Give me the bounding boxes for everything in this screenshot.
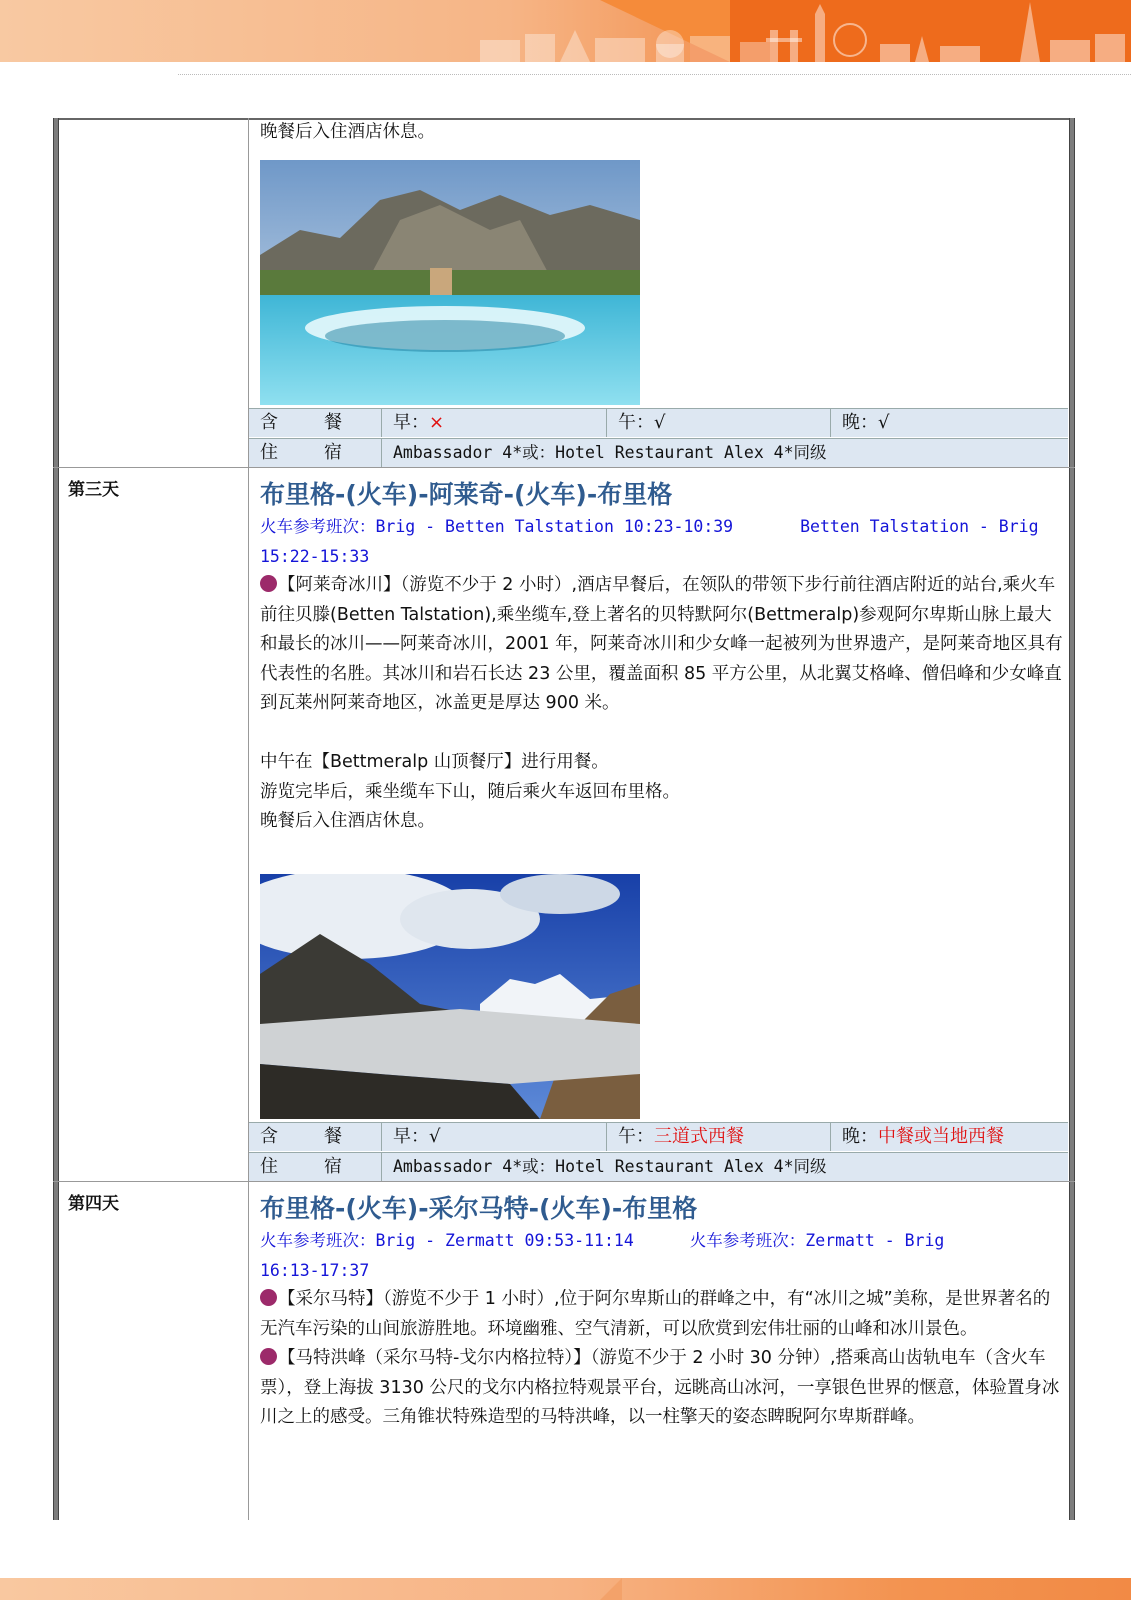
lunch-prefix: 午： — [618, 1126, 654, 1147]
day4-train-out: 火车参考班次：Brig - Zermatt 09:53-11:14 — [260, 1231, 634, 1250]
day3-title: 布里格-(火车)-阿莱奇-(火车)-布里格 — [260, 480, 673, 509]
day4-para-1-text: 【采尔马特】（游览不少于 1 小时）,位于阿尔卑斯山的群峰之中，有“冰川之城”美称，是世界著名的无汽车污染的山间旅游胜地。环境幽雅、空气清新，可以欣赏到宏伟壮丽的山峰和冰川景色。 — [260, 1289, 1051, 1339]
day4-content — [260, 1192, 1063, 1433]
breakfast-value: √ — [429, 1126, 441, 1147]
day3-after-line: 游览完毕后，乘坐缆车下山，随后乘火车返回布里格。 — [260, 781, 680, 802]
table-right-border — [1069, 118, 1075, 1520]
lunch-value: √ — [654, 412, 666, 433]
day4-train-time: 16:13-17:37 — [260, 1260, 370, 1280]
lunch-value: 三道式西餐 — [654, 1126, 744, 1147]
day4-para-2 — [260, 1344, 1063, 1433]
header-banner — [0, 0, 1131, 62]
hotel-value: Ambassador 4*或：Hotel Restaurant Alex 4*同级 — [381, 1153, 1068, 1181]
meal-label: 含 餐 — [260, 412, 356, 433]
breakfast-value: × — [429, 412, 445, 433]
day3-train-back: Betten Talstation - Brig — [800, 517, 1039, 536]
day3-para — [260, 571, 1063, 719]
column-divider — [248, 118, 249, 1520]
bullet-icon — [260, 575, 277, 592]
glacier-photo — [260, 874, 640, 1119]
day3-train-out: 火车参考班次：Brig - Betten Talstation 10:23-10:39 — [260, 517, 734, 536]
dinner-value: √ — [878, 412, 890, 433]
row-divider — [53, 1181, 1075, 1182]
city-skyline-icon — [470, 0, 1131, 62]
bullet-icon — [260, 1348, 277, 1365]
itinerary-table — [53, 118, 1075, 1520]
hotel-label: 住 宿 — [260, 442, 356, 463]
footer-bar — [0, 1578, 1131, 1600]
bullet-icon — [260, 1289, 277, 1306]
day3-label: 第三天 — [68, 480, 119, 500]
day3-content — [260, 478, 1063, 837]
breakfast-prefix: 早： — [393, 412, 429, 433]
breakfast-prefix: 早： — [393, 1126, 429, 1147]
day3-train-time: 15:22-15:33 — [260, 546, 370, 566]
hotel-label: 住 宿 — [260, 1156, 356, 1177]
row-divider — [53, 467, 1075, 468]
day3-lunch-line: 中午在【Bettmeralp 山顶餐厅】进行用餐。 — [260, 752, 609, 772]
mountain-pool-photo — [260, 160, 640, 405]
dinner-prefix: 晚： — [842, 1126, 878, 1147]
day4-para-1 — [260, 1285, 1063, 1344]
day3-meal-row — [249, 1122, 1068, 1151]
lunch-prefix: 午： — [618, 412, 654, 433]
header-divider — [178, 74, 1131, 75]
prev-day-content — [260, 118, 1063, 148]
day3-para-text: 【阿莱奇冰川】（游览不少于 2 小时）,酒店早餐后，在领队的带领下步行前往酒店附近的站台,乘火车前往贝滕(Betten Talstation),乘坐缆车,登上著名的贝特默阿尔(Bettmeralp)参观阿尔卑斯山脉上最大和最长的冰川——阿莱奇冰川，2001 年，阿莱奇冰川和少女峰一起被列为世界遗产，是阿莱奇地区具有代表性的名胜。其冰川和岩石长达 23 公里，覆盖面积 85 平方公里，从北翼艾格峰、僧侣峰和少女峰直到瓦莱州阿莱奇地区，冰盖更是厚达 900 米。 — [260, 575, 1063, 713]
day4-para-2-text: 【马特洪峰（采尔马特-戈尔内格拉特）】（游览不少于 2 小时 30 分钟）,搭乘高山齿轨电车（含火车票），登上海拔 3130 公尺的戈尔内格拉特观景平台，远眺高山冰河，一享银色世界的惬意，体验置身冰川之上的感受。三角锥状特殊造型的马特洪峰，以一柱擎天的姿态睥睨阿尔卑斯群峰。 — [260, 1348, 1060, 1427]
hotel-value: Ambassador 4*或：Hotel Restaurant Alex 4*同级 — [381, 439, 1068, 467]
prev-day-hotel-row — [249, 438, 1068, 467]
day4-train-schedule — [260, 1226, 1063, 1256]
day4-title: 布里格-(火车)-采尔马特-(火车)-布里格 — [260, 1194, 698, 1223]
day4-train-back: 火车参考班次：Zermatt - Brig — [689, 1231, 945, 1250]
table-left-border — [53, 118, 59, 1520]
day3-train-schedule — [260, 512, 1063, 542]
day4-label: 第四天 — [68, 1194, 119, 1214]
meal-label: 含 餐 — [260, 1126, 356, 1147]
prev-day-meal-row — [249, 408, 1068, 437]
dinner-value: 中餐或当地西餐 — [878, 1126, 1004, 1147]
prev-day-closing-text: 晚餐后入住酒店休息。 — [260, 122, 435, 142]
day3-hotel-row — [249, 1152, 1068, 1181]
dinner-prefix: 晚： — [842, 412, 878, 433]
day3-closing-text: 晚餐后入住酒店休息。 — [260, 811, 435, 831]
